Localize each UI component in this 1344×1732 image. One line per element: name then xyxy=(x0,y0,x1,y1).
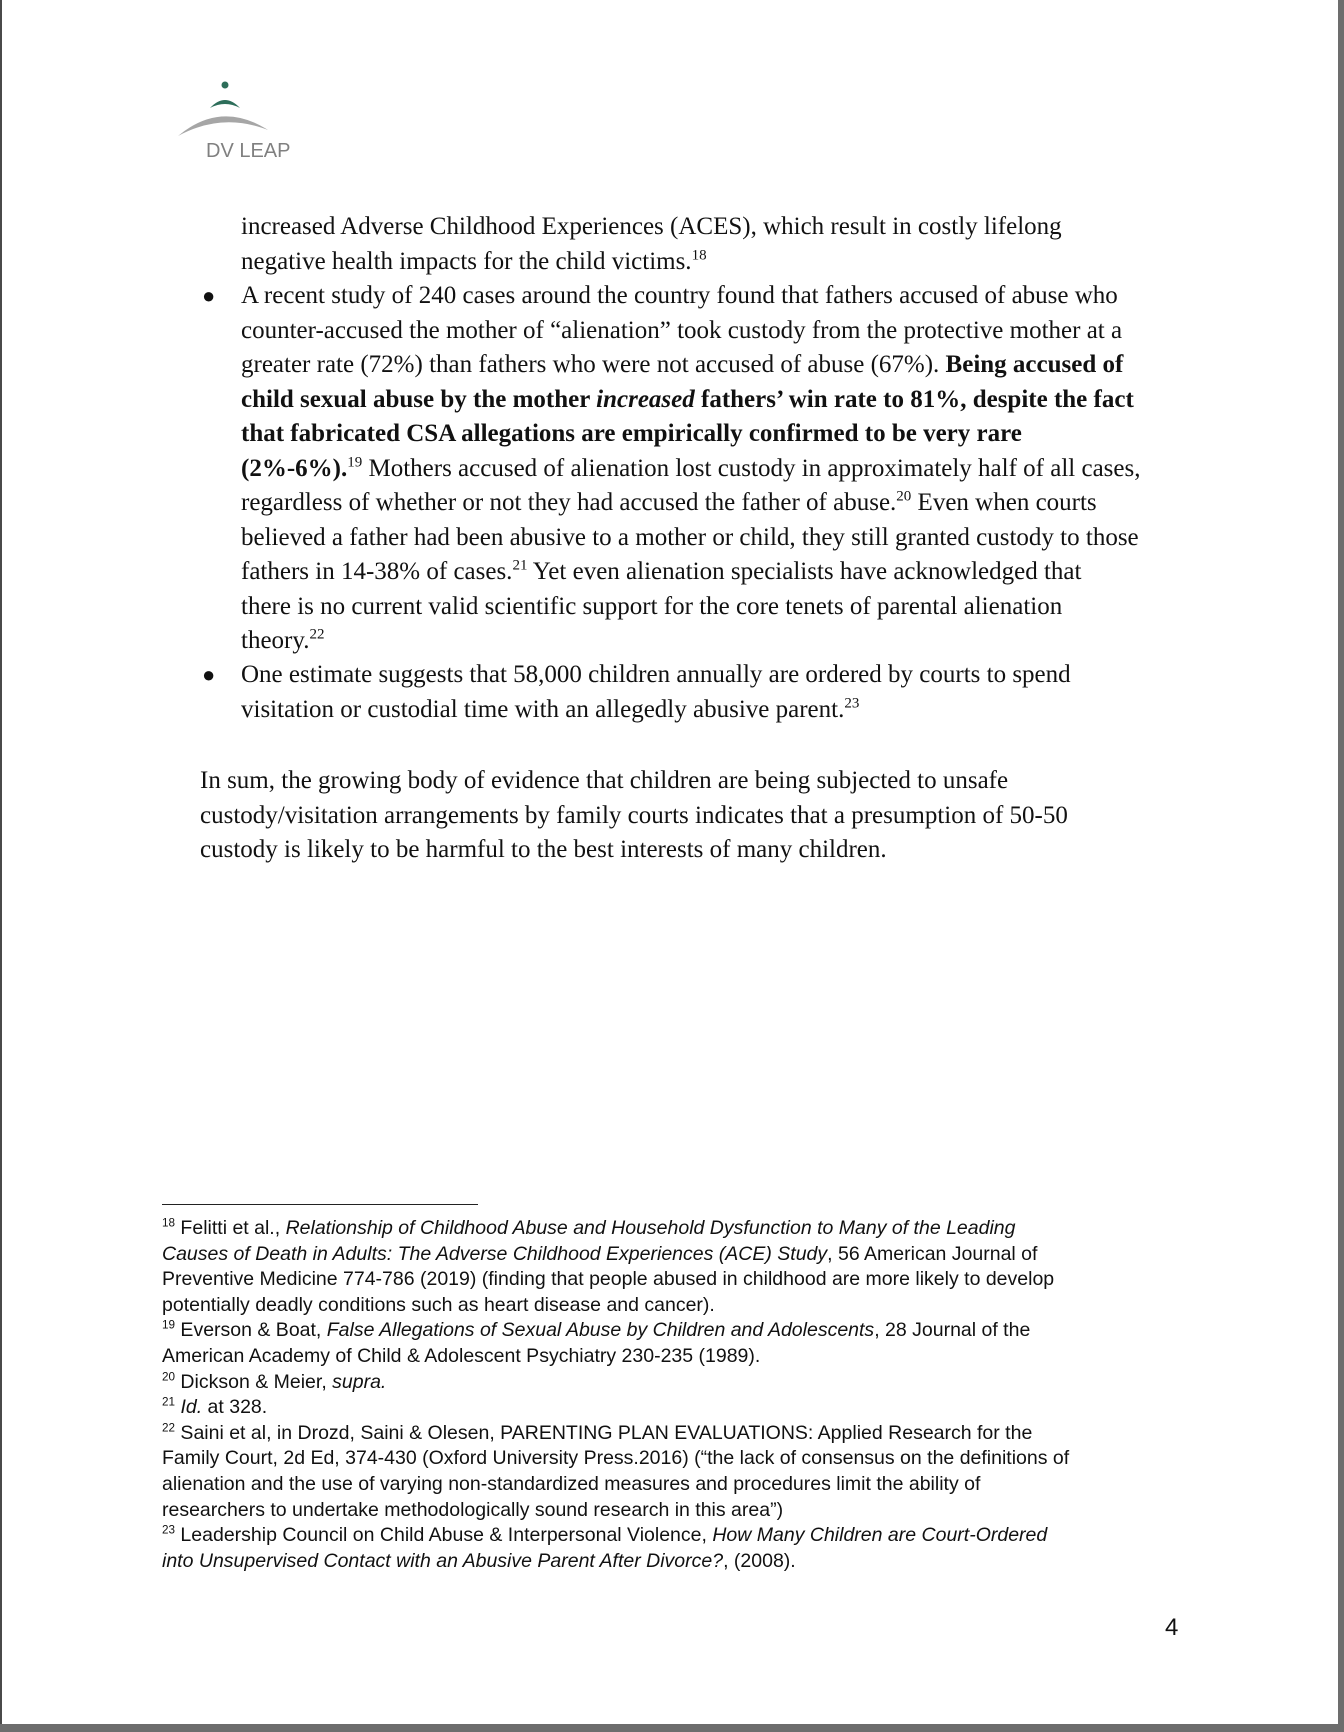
text-line: regardless of whether or not they had accused the father of abuse.$^{20}$ Even when courts xyxy=(241,488,1097,516)
bullet-item xyxy=(241,279,1241,659)
footnote-ref[interactable]: 18 xyxy=(691,247,707,264)
page-edge-left xyxy=(0,0,2,1732)
text-line: negative health impacts for the child victims.$^{18}$ xyxy=(241,247,707,275)
page-edge-right xyxy=(1338,0,1344,1732)
footnote-19: $^{19}$ Everson & Boat, False Allegations of Sexual Abuse by Children and Adolescents, 28 Journal of the American Academy of Child & Adolescent Psychiatry 230-235 (1989). xyxy=(162,1318,1031,1367)
text-line: increased Adverse Childhood Experiences (ACES), which result in costly lifelong xyxy=(241,213,1062,240)
text-line: counter-accused the mother of “alienation” took custody from the protective mother at a xyxy=(241,316,1123,344)
text-line: greater rate (72%) than fathers who were not accused of abuse (67%). Being accused of xyxy=(241,351,1124,378)
footnote-20: $^{20}$ Dickson & Meier, supra. xyxy=(162,1370,387,1393)
footnote-number: 19 xyxy=(162,1318,176,1332)
footnote-ref[interactable]: 21 xyxy=(512,557,528,574)
footnote-separator xyxy=(162,1204,478,1205)
text-line: child sexual abuse by the mother increased fathers’ win rate to 81%, despite the fact xyxy=(241,385,1134,413)
bullet-marker: ● xyxy=(202,662,216,687)
text-line: (2%-6%).$^{19}$ Mothers accused of alienation lost custody in approximately half of all cases, xyxy=(241,454,1141,482)
text-line: One estimate suggests that 58,000 children annually are ordered by courts to spend xyxy=(241,661,1071,688)
footnote-ref[interactable]: 23 xyxy=(844,695,860,712)
text-line: custody/visitation arrangements by family courts indicates that a presumption of 50-50 xyxy=(200,801,1068,829)
footnote-18: $^{18}$ Felitti et al., Relationship of Childhood Abuse and Household Dysfunction to Many of the Leading Causes of Death in Adults: The Adverse Childhood Experiences (ACE) Study, 56 American Journal of Preventive Medicine 774-786 (2019) (finding that people abused in childhood are more likely to develop potentially deadly conditions such as heart disease and cancer). xyxy=(162,1216,1055,1316)
footnote-23: $^{23}$ Leadership Council on Child Abuse & Interpersonal Violence, How Many Children are Court-Ordered into Unsupervised Contact with an Abusive Parent After Divorce?, (2008). xyxy=(162,1523,1048,1572)
footnote-ref[interactable]: 20 xyxy=(896,488,912,505)
text-line: that fabricated CSA allegations are empirically confirmed to be very rare xyxy=(241,420,1022,447)
footnote-number: 23 xyxy=(162,1523,176,1537)
footnote-ref[interactable]: 19 xyxy=(347,454,363,471)
bullet-marker: ● xyxy=(202,283,216,308)
footnote-number: 18 xyxy=(162,1216,176,1230)
footnote-21: $^{21}$ Id. at 328. xyxy=(162,1395,268,1419)
footnote-number: 22 xyxy=(162,1421,176,1435)
footnote-22: $^{22}$ Saini et al, in Drozd, Saini & Olesen, PARENTING PLAN EVALUATIONS: Applied Research for the Family Court, 2d Ed, 374-430 (Oxford University Press.2016) (“the lack of consensus on the definitions of alienation and the use of varying non-standardized measures and procedures limit the ability of researchers to undertake methodologically sound research in this area”) xyxy=(162,1421,1070,1521)
text-line: there is no current valid scientific support for the core tenets of parental alienation xyxy=(241,592,1063,620)
text-line: believed a father had been abusive to a mother or child, they still granted custody to those xyxy=(241,523,1139,551)
footnote-ref[interactable]: 22 xyxy=(309,626,325,643)
page-number: 4 xyxy=(1165,1614,1179,1641)
logo-text: DV LEAP xyxy=(206,140,291,162)
summary-paragraph xyxy=(200,764,1200,868)
bullet-item xyxy=(241,658,1241,727)
text-line: visitation or custodial time with an allegedly abusive parent.$^{23}$ xyxy=(241,695,860,723)
text-line: A recent study of 240 cases around the country found that fathers accused of abuse who xyxy=(241,282,1118,309)
text-line: custody is likely to be harmful to the best interests of many children. xyxy=(200,836,887,863)
text-line: theory.$^{22}$ xyxy=(241,626,325,654)
text-line: fathers in 14-38% of cases.$^{21}$ Yet even alienation specialists have acknowledged that xyxy=(241,557,1082,585)
footnote-number: 20 xyxy=(162,1370,176,1384)
page-edge-bottom xyxy=(0,1724,1344,1732)
bullet-continuation xyxy=(241,210,1241,279)
text-line: In sum, the growing body of evidence that children are being subjected to unsafe xyxy=(200,767,1009,794)
footnotes xyxy=(162,1216,1192,1574)
footnote-number: 21 xyxy=(162,1395,176,1409)
